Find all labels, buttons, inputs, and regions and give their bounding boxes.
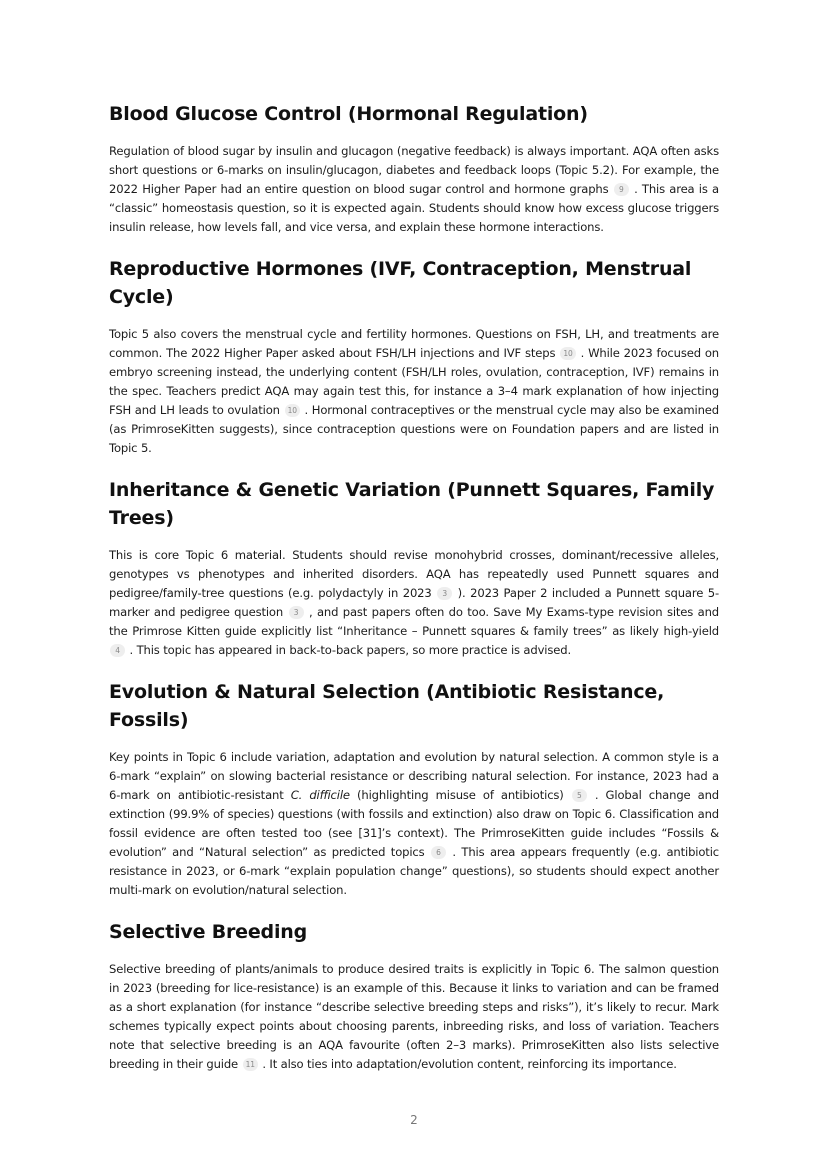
text-run: . This topic has appeared in back-to-back papers, so more practice is advised. — [126, 643, 571, 657]
citation-badge[interactable]: 10 — [285, 404, 300, 417]
section-paragraph — [109, 748, 719, 900]
text-run: . Global change and extinction (99.9% of species) questions (with fossils and extinction) also draw on Topic 6. Classification and fossil evidence are often tested too (see [31]’s context). The PrimroseKitten guide includes “Fossils & evolution” and “Natural selection” as predicted topics — [109, 788, 719, 859]
section-reproductive-hormones — [109, 255, 719, 458]
citation-badge[interactable]: 9 — [614, 183, 629, 196]
citation-badge[interactable]: 10 — [560, 347, 575, 360]
section-inheritance — [109, 476, 719, 660]
section-selective-breeding — [109, 918, 719, 1074]
text-run: Topic 5 also covers the menstrual cycle and fertility hormones. Questions on FSH, LH, and treatments are common. The 2022 Higher Paper asked about FSH/LH injections and IVF steps — [109, 327, 719, 360]
text-run: . Hormonal contraceptives or the menstrual cycle may also be examined (as PrimroseKitten suggests), since contraception questions were on Foundation papers and are listed in Topic 5. — [109, 403, 720, 455]
page-number: 2 — [410, 1113, 418, 1127]
text-run: . This area is a “classic” homeostasis question, so it is expected again. Students should know how excess glucose triggers insulin release, how levels fall, and vice versa, and explain these hormone interactions. — [109, 182, 719, 234]
citation-badge[interactable]: 4 — [110, 644, 125, 657]
section-heading: Evolution & Natural Selection (Antibiotic Resistance, Fossils) — [109, 681, 665, 731]
section-paragraph — [109, 546, 719, 660]
section-paragraph — [109, 960, 719, 1074]
text-run: . It also ties into adaptation/evolution content, reinforcing its importance. — [258, 1057, 677, 1071]
text-run: ). 2023 Paper 2 included a Punnett square 5-marker and pedigree question — [109, 586, 719, 619]
citation-badge[interactable]: 11 — [243, 1058, 258, 1071]
section-blood-glucose — [109, 100, 719, 237]
text-run: . While 2023 focused on embryo screening instead, the underlying content (FSH/LH roles, ovulation, contraception, IVF) remains in the spec. Teachers predict AQA may again test this, for instance a 3–4 mark explanation of how injecting FSH and LH leads to ovulation — [109, 346, 720, 417]
section-paragraph — [109, 325, 719, 458]
species-name-italic: C. difficile — [290, 788, 350, 802]
citation-badge[interactable]: 5 — [572, 789, 587, 802]
citation-badge[interactable]: 3 — [289, 606, 304, 619]
section-heading: Selective Breeding — [109, 921, 307, 943]
section-heading: Blood Glucose Control (Hormonal Regulation) — [109, 103, 588, 125]
section-evolution — [109, 678, 719, 900]
text-run: Selective breeding of plants/animals to produce desired traits is explicitly in Topic 6. The salmon question in 2023 (breeding for lice-resistance) is an example of this. Because it links to variation and can be framed as a short explanation (for instance “describe selective breeding steps and risks”), it’s likely to recur. Mark schemes typically expect points about choosing parents, inbreeding risks, and loss of variation. Teachers note that selective breeding is an AQA favourite (often 2–3 marks). PrimroseKitten also lists selective breeding in their guide — [109, 962, 719, 1071]
document-page — [109, 100, 719, 1092]
text-run: Key points in Topic 6 include variation, adaptation and evolution by natural selection. A common style is a 6-mark “explain” on slowing bacterial resistance or describing natural selection. For instance, 2023 had a 6-mark on antibiotic-resistant — [109, 750, 719, 802]
text-run: (highlighting misuse of antibiotics) — [349, 788, 571, 802]
citation-badge[interactable]: 3 — [437, 587, 452, 600]
section-heading: Inheritance & Genetic Variation (Punnett Squares, Family Trees) — [109, 479, 715, 529]
text-run: This is core Topic 6 material. Students should revise monohybrid crosses, dominant/recessive alleles, genotypes vs phenotypes and inherited disorders. AQA has repeatedly used Punnett squares and pedigree/family-tree questions (e.g. polydactyly in 2023 — [109, 548, 719, 600]
text-run: Regulation of blood sugar by insulin and glucagon (negative feedback) is always important. AQA often asks short questions or 6-marks on insulin/glucagon, diabetes and feedback loops (Topic 5.2). For example, the 2022 Higher Paper had an entire question on blood sugar control and hormone graphs — [109, 144, 719, 196]
text-run: . This area appears frequently (e.g. antibiotic resistance in 2023, or 6-mark “explain population change” questions), so students should expect another multi-mark on evolution/natural selection. — [109, 845, 719, 897]
text-run: , and past papers often do too. Save My Exams-type revision sites and the Primrose Kitten guide explicitly list “Inheritance – Punnett squares & family trees” as likely high-yield — [109, 605, 719, 638]
citation-badge[interactable]: 6 — [431, 846, 446, 859]
section-heading: Reproductive Hormones (IVF, Contraception, Menstrual Cycle) — [109, 258, 692, 308]
section-paragraph — [109, 142, 719, 237]
